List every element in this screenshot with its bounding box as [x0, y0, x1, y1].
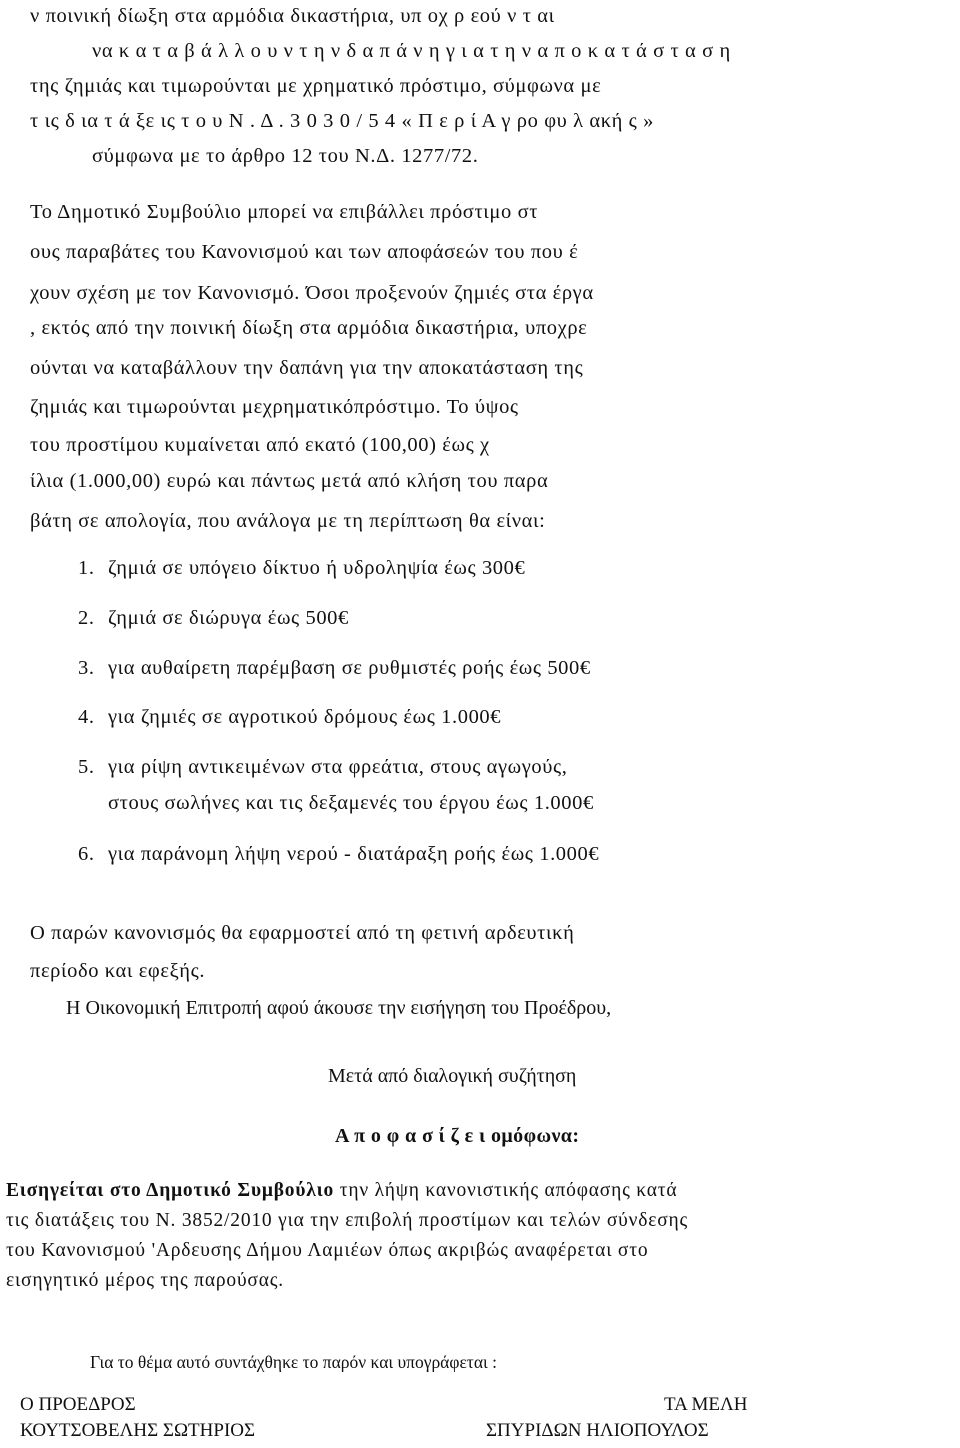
signing-line: Για το θέμα αυτό συντάχθηκε το παρόν και υπογράφεται : — [90, 1352, 497, 1372]
paragraph-line: , εκτός από την ποινική δίωξη στα αρμόδια δικαστήρια, υποχρε — [30, 317, 588, 339]
list-item: ζημιά σε διώρυγα έως 500€ — [108, 607, 349, 629]
intro-line: σύμφωνα με το άρθρο 12 του Ν.Δ. 1277/72. — [92, 145, 479, 167]
paragraph-line: ζημιάς και τιμωρούνται μεχρηματικόπρόστιμο. Το ύψος — [30, 396, 519, 418]
decision-heading: Α π ο φ α σ ί ζ ε ι ομόφωνα: — [335, 1125, 580, 1147]
list-item-number: 5. — [78, 756, 95, 778]
recommendation-bold: Εισηγείται στο Δημοτικό Συμβούλιο — [6, 1180, 335, 1201]
recommendation-line: του Κανονισμού 'Αρδευσης Δήμου Λαμιέων όπως ακριβώς αναφέρεται στο — [6, 1240, 649, 1261]
president-name: ΚΟΥΤΣΟΒΕΛΗΣ ΣΩΤΗΡΙΟΣ — [20, 1420, 256, 1441]
list-item: για αυθαίρετη παρέμβαση σε ρυθμιστές ροής έως 500€ — [108, 657, 591, 679]
closing-line: περίοδο και εφεξής. — [30, 960, 206, 982]
paragraph-line: χουν σχέση με τον Κανονισμό. Όσοι προξενούν ζημιές στα έργα — [30, 282, 594, 304]
committee-line: Η Οικονομική Επιτροπή αφού άκουσε την εισήγηση του Προέδρου, — [66, 997, 612, 1019]
paragraph-line: ους παραβάτες του Κανονισμού και των αποφάσεών του που έ — [30, 241, 579, 263]
paragraph-line: ούνται να καταβάλλουν την δαπάνη για την αποκατάσταση της — [30, 357, 584, 379]
recommendation-line: τις διατάξεις του Ν. 3852/2010 για την επιβολή προστίμων και τελών σύνδεσης — [6, 1210, 689, 1231]
intro-line: της ζημιάς και τιμωρούνται με χρηματικό πρόστιμο, σύμφωνα με — [30, 75, 602, 97]
members-title: ΤΑ ΜΕΛΗ — [664, 1394, 748, 1415]
intro-line: ν ποινική δίωξη στα αρμόδια δικαστήρια, υπ οχ ρ εού ν τ αι — [30, 5, 555, 27]
recommendation-rest: την λήψη κανονιστικής απόφασης κατά — [334, 1180, 678, 1201]
paragraph-line: Το Δημοτικό Συμβούλιο μπορεί να επιβάλλει πρόστιμο στ — [30, 201, 539, 223]
list-item-number: 6. — [78, 843, 95, 865]
list-item-number: 1. — [78, 557, 95, 579]
paragraph-line: βάτη σε απολογία, που ανάλογα με τη περίπτωση θα είναι: — [30, 510, 546, 532]
closing-line: Ο παρών κανονισμός θα εφαρμοστεί από τη φετινή αρδευτική — [30, 922, 575, 944]
paragraph-line: του προστίμου κυμαίνεται από εκατό (100,00) έως χ — [30, 434, 490, 456]
list-item: για ρίψη αντικειμένων στα φρεάτια, στους αγωγούς, — [108, 756, 568, 778]
discussion-line: Μετά από διαλογική συζήτηση — [328, 1065, 577, 1087]
list-item-number: 3. — [78, 657, 95, 679]
recommendation-line: εισηγητικό μέρος της παρούσας. — [6, 1270, 284, 1291]
paragraph-line: ίλια (1.000,00) ευρώ και πάντως μετά από κλήση του παρα — [30, 470, 549, 492]
list-item-continuation: στους σωλήνες και τις δεξαμενές του έργου έως 1.000€ — [108, 792, 594, 814]
list-item-number: 4. — [78, 706, 95, 728]
intro-line: τ ις δ ια τ ά ξε ις τ ο υ Ν . Δ . 3 0 3 0 / 5 4 « Π ε ρ ί Α γ ρο φυ λ ακή ς » — [30, 110, 654, 132]
list-item: ζημιά σε υπόγειο δίκτυο ή υδροληψία έως 300€ — [108, 557, 526, 579]
intro-line: να κ α τ α β ά λ λ ο υ ν τ η ν δ α π ά ν η γ ι α τ η ν α π ο κ α τ ά σ τ α σ η — [92, 40, 731, 62]
president-title: Ο ΠΡΟΕΔΡΟΣ — [20, 1394, 136, 1415]
recommendation-first-line — [6, 1178, 677, 1204]
list-item-number: 2. — [78, 607, 95, 629]
list-item: για ζημιές σε αγροτικού δρόμους έως 1.000€ — [108, 706, 502, 728]
member-name: ΣΠΥΡΙΔΩΝ ΗΛΙΟΠΟΥΛΟΣ — [486, 1420, 709, 1441]
list-item: για παράνομη λήψη νερού - διατάραξη ροής έως 1.000€ — [108, 843, 600, 865]
